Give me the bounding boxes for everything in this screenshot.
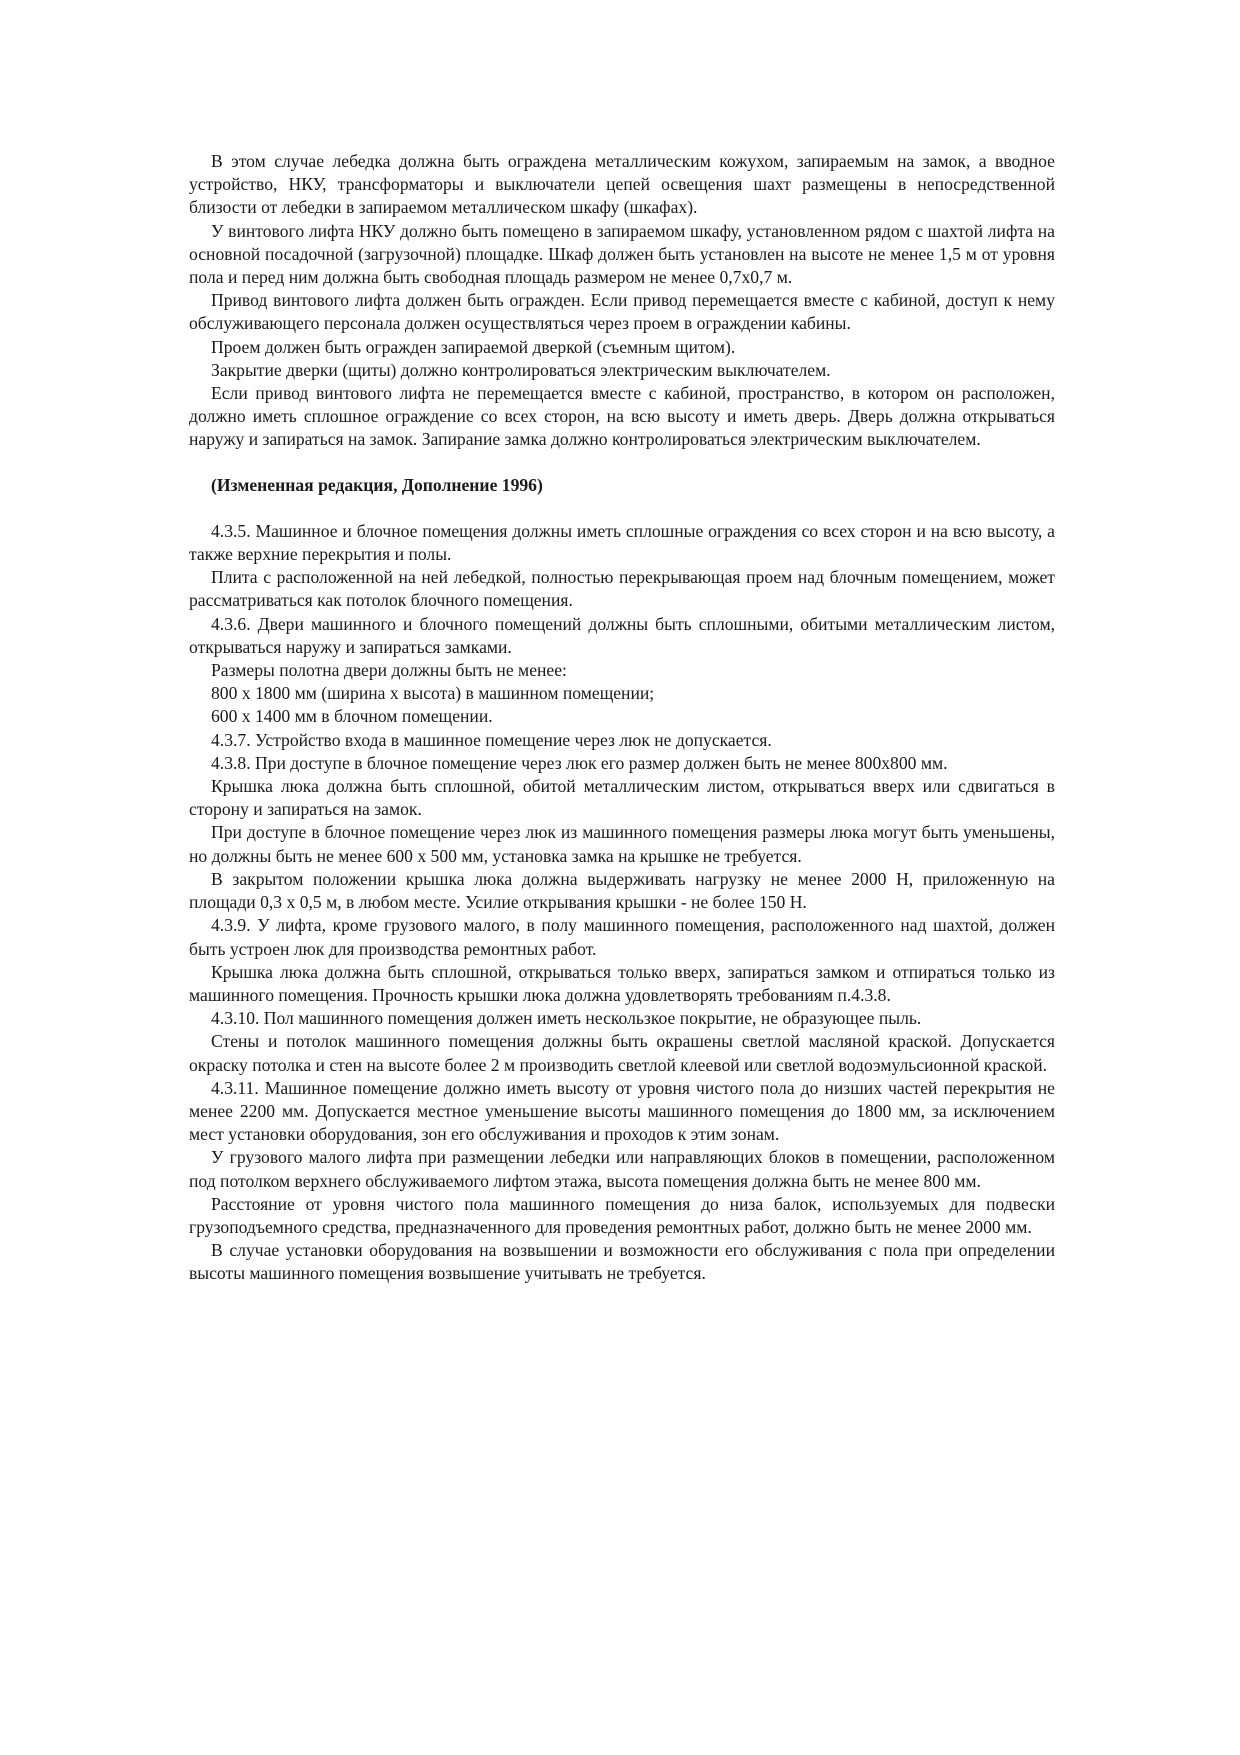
paragraph-4-3-5: 4.3.5. Машинное и блочное помещения должны иметь сплошные ограждения со всех сторон и на всю высоту, а также верхние перекрытия и полы. — [189, 520, 1055, 565]
paragraph-beam-distance: Расстояние от уровня чистого пола машинного помещения до низа балок, используемых для подвески грузоподъемного средства, предназначенного для проведения ремонтных работ, должно быть не менее 2000 мм. — [189, 1193, 1055, 1237]
paragraph-4-3-11: 4.3.11. Машинное помещение должно иметь высоту от уровня чистого пола до низших частей перекрытия не менее 2200 мм. Допускается местное уменьшение высоты машинного помещения до 1800 мм, за исключением мест установки оборудования, зон его обслуживания и проходов к этим зонам. — [189, 1077, 1055, 1145]
paragraph-door-size-intro: Размеры полотна двери должны быть не менее: — [211, 660, 567, 681]
paragraph-4-3-7: 4.3.7. Устройство входа в машинное помещение через люк не допускается. — [211, 729, 772, 750]
paragraph-4-3-6: 4.3.6. Двери машинного и блочного помещений должны быть сплошными, обитыми металлическим листом, открываться наружу и запираться замками. — [189, 613, 1055, 657]
paragraph-4-3-8: 4.3.8. При доступе в блочное помещение через люк его размер должен быть не менее 800x800 мм. — [211, 752, 948, 773]
paragraph-door-size-machine: 800 x 1800 мм (ширина х высота) в машинном помещении; — [211, 683, 655, 704]
paragraph-screw-lift-drive: Привод винтового лифта должен быть огражден. Если привод перемещается вместе с кабиной, доступ к нему обслуживающего персонала должен осуществляться через проем в ограждении кабины. — [189, 290, 1055, 334]
paragraph-winch-enclosure: В этом случае лебедка должна быть ограждена металлическим кожухом, запираемым на замок, а вводное устройство, НКУ, трансформаторы и выключатели цепей освещения шахт размещены в непосредственной близости от лебедки в запираемом металлическом шкафу (шкафах). — [189, 151, 1055, 218]
paragraph-door-size-block: 600 x 1400 мм в блочном помещении. — [211, 706, 493, 727]
paragraph-drive-space: Если привод винтового лифта не перемещается вместе с кабиной, пространство, в котором он расположен, должно иметь сплошное ограждение со всех сторон, на всю высоту и иметь дверь. Дверь должна открываться наружу и запираться на замок. Запирание замка должно контролироваться электрическим выключателем. — [189, 383, 1055, 450]
paragraph-opening-door: Проем должен быть огражден запираемой дверкой (съемным щитом). — [211, 336, 736, 357]
paragraph-hatch-reduced: При доступе в блочное помещение через люк из машинного помещения размеры люка могут быть уменьшены, но должны быть не менее 600 x 500 мм, установка замка на крышке не требуется. — [189, 822, 1055, 866]
paragraph-screw-lift-nku: У винтового лифта НКУ должно быть помещено в запираемом шкафу, установленном рядом с шахтой лифта на основной посадочной (загрузочной) площадке. Шкаф должен быть установлен на высоте не менее 1,5 м от уровня пола и перед ним должна быть свободная площадь размером не менее 0,7х0,7 м. — [189, 220, 1055, 288]
paragraph-hatch-load: В закрытом положении крышка люка должна выдерживать нагрузку не менее 2000 Н, приложенную на площади 0,3 x 0,5 м, в любом месте. Усилие открывания крышки - не более 150 Н. — [189, 868, 1055, 913]
paragraph-4-3-9: 4.3.9. У лифта, кроме грузового малого, в полу машинного помещения, расположенного над шахтой, должен быть устроен люк для производства ремонтных работ. — [189, 915, 1055, 959]
paragraph-door-switch: Закрытие дверки (щиты) должно контролироваться электрическим выключателем. — [211, 359, 831, 380]
paragraph-hatch-strength: Крышка люка должна быть сплошной, открываться только вверх, запираться замком и отпираться только из машинного помещения. Прочность крышки люка должна удовлетворять требованиям п.4.3.8. — [189, 961, 1055, 1005]
paragraph-freight-lift-room: У грузового малого лифта при размещении лебедки или направляющих блоков в помещении, расположенном под потолком верхнего обслуживаемого лифтом этажа, высота помещения должна быть не менее 800 мм. — [189, 1147, 1055, 1191]
paragraph-slab: Плита с расположенной на ней лебедкой, полностью перекрывающая проем над блочным помещением, может рассматриваться как потолок блочного помещения. — [189, 567, 1055, 611]
document-page — [189, 150, 1055, 1286]
amendment-note: (Измененная редакция, Дополнение 1996) — [211, 474, 543, 495]
paragraph-walls-ceiling: Стены и потолок машинного помещения должны быть окрашены светлой масляной краской. Допускается окраску потолка и стен на высоте более 2 м производить светлой клеевой или светлой водоэмульсионной краской. — [189, 1031, 1055, 1075]
paragraph-hatch-cover: Крышка люка должна быть сплошной, обитой металлическим листом, открываться вверх или сдвигаться в сторону и запираться на замок. — [189, 776, 1055, 820]
paragraph-4-3-10: 4.3.10. Пол машинного помещения должен иметь нескользкое покрытие, не образующее пыль. — [211, 1008, 922, 1029]
paragraph-elevation: В случае установки оборудования на возвышении и возможности его обслуживания с пола при определении высоты машинного помещения возвышение учитывать не требуется. — [189, 1240, 1055, 1284]
